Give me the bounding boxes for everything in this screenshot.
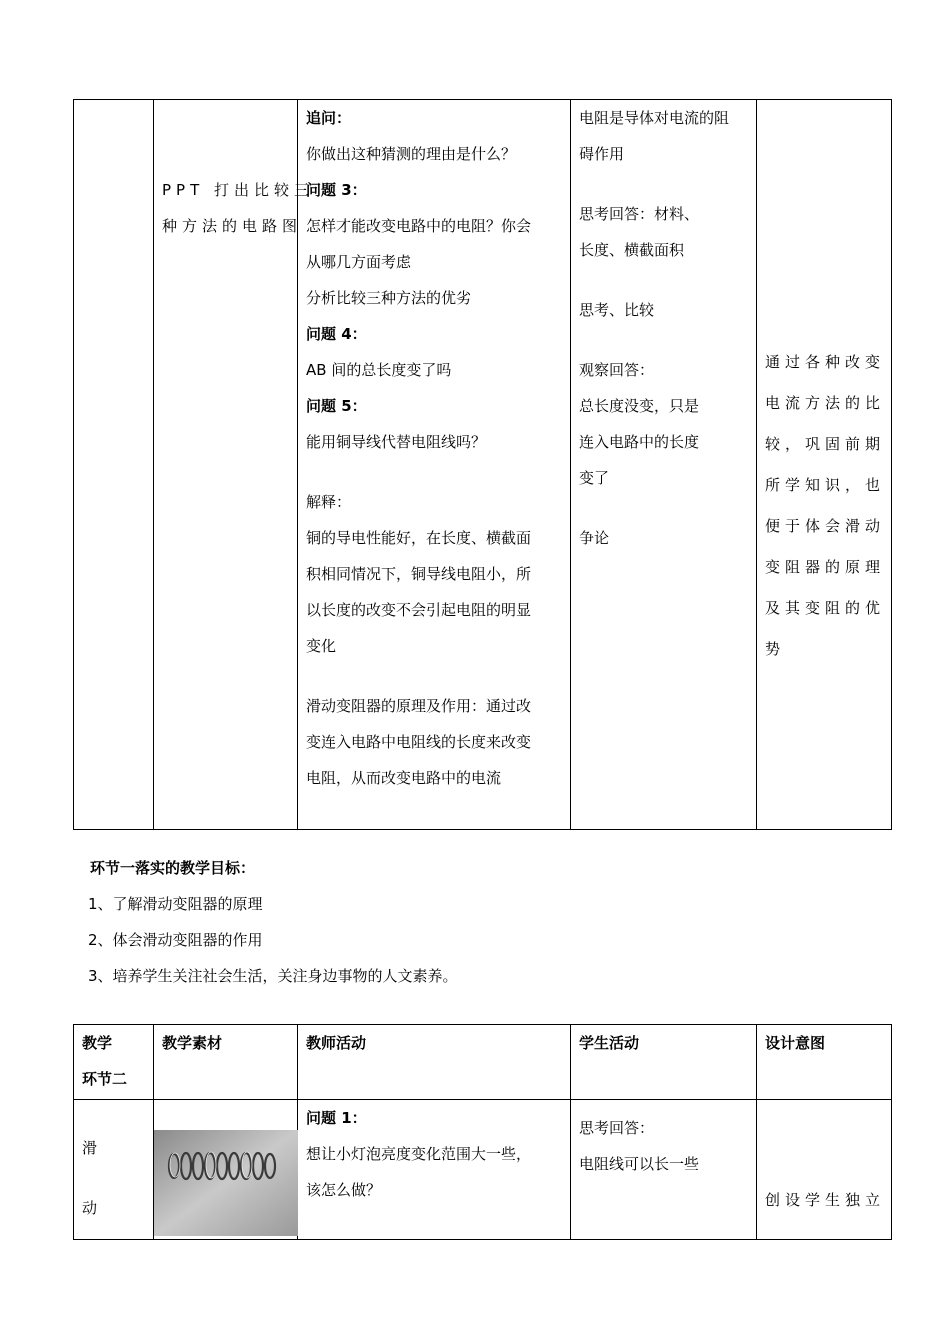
header-intent-label: 设计意图	[765, 1034, 826, 1052]
student-line: 思考回答：材料、	[579, 205, 700, 223]
explanation-line: 以长度的改变不会引起电阻的明显	[306, 601, 532, 619]
teacher-line: 分析比较三种方法的优劣	[306, 289, 472, 307]
teacher-line: 想让小灯泡亮度变化范围大一些，	[306, 1145, 532, 1163]
objective-item: 1、了解滑动变阻器的原理	[88, 895, 263, 913]
design-intent-cell	[757, 100, 892, 830]
teacher-line: 从哪几方面考虑	[306, 253, 412, 271]
teacher-activity-cell	[298, 100, 571, 830]
header-stage-line2: 环节二	[82, 1070, 128, 1088]
student-line: 变了	[579, 469, 610, 487]
explanation-line: 积相同情况下，铜导线电阻小，所	[306, 565, 532, 583]
design-intent-cell	[757, 1100, 892, 1240]
question-1-label: 问题 1：	[306, 1109, 367, 1127]
student-line: 总长度没变，只是	[579, 397, 700, 415]
intent-line: 便于体会滑动	[765, 517, 886, 535]
intent-line: 及其变阻的优	[765, 599, 886, 617]
question-3-label: 问题 3：	[306, 181, 367, 199]
student-line: 碍作用	[579, 145, 625, 163]
spring-photo	[154, 1130, 298, 1236]
student-line: 连入电路中的长度	[579, 433, 700, 451]
header-material	[154, 1025, 298, 1100]
teacher-line: 能用铜导线代替电阻线吗？	[306, 433, 487, 451]
material-cell	[154, 100, 315, 830]
intent-line: 创设学生独立	[765, 1191, 886, 1209]
intent-line: 变阻器的原理	[765, 558, 886, 576]
stage-cell	[74, 1100, 154, 1240]
teacher-activity-cell	[298, 1100, 571, 1240]
material-cell	[154, 1100, 298, 1240]
teacher-line: 该怎么做？	[306, 1181, 382, 1199]
principle-line: 电阻，从而改变电路中的电流	[306, 769, 502, 787]
student-activity-cell	[571, 1100, 757, 1240]
teacher-line: 怎样才能改变电路中的电阻？你会	[306, 217, 532, 235]
question-5-label: 问题 5：	[306, 397, 367, 415]
student-line: 争论	[579, 529, 610, 547]
header-stage-line1: 教学	[82, 1034, 113, 1052]
material-line: PPT 打出比较三	[162, 181, 315, 199]
lesson-table-section-two	[73, 1024, 892, 1240]
student-line: 长度、横截面积	[579, 241, 685, 259]
student-line: 电阻线可以长一些	[579, 1155, 700, 1173]
header-teacher-label: 教师活动	[306, 1034, 367, 1052]
header-stage	[74, 1025, 154, 1100]
explanation-line: 变化	[306, 637, 337, 655]
student-line: 电阻是导体对电流的阻	[579, 109, 730, 127]
header-material-label: 教学素材	[162, 1034, 223, 1052]
material-line: 种方法的电路图	[162, 217, 303, 235]
objective-item: 3、培养学生关注社会生活，关注身边事物的人文素养。	[88, 967, 458, 985]
intent-line: 通过各种改变	[765, 353, 886, 371]
principle-line: 滑动变阻器的原理及作用：通过改	[306, 697, 532, 715]
question-4-label: 问题 4：	[306, 325, 367, 343]
explanation-label: 解释：	[306, 493, 352, 511]
stage-char: 动	[82, 1199, 98, 1217]
intent-line: 较，巩固前期	[765, 435, 886, 453]
followup-question-label: 追问：	[306, 109, 352, 127]
student-line: 思考、比较	[579, 301, 655, 319]
intent-line: 势	[765, 640, 786, 658]
header-teacher	[298, 1025, 571, 1100]
intent-line: 所学知识，也	[765, 476, 886, 494]
header-intent	[757, 1025, 892, 1100]
explanation-line: 铜的导电性能好，在长度、横截面	[306, 529, 532, 547]
header-student-label: 学生活动	[579, 1034, 640, 1052]
student-line: 思考回答：	[579, 1119, 655, 1137]
teacher-line: AB 间的总长度变了吗	[306, 361, 452, 379]
intent-line: 电流方法的比	[765, 394, 886, 412]
teacher-line: 你做出这种猜测的理由是什么？	[306, 145, 517, 163]
objectives-section	[90, 850, 458, 994]
student-activity-cell	[571, 100, 757, 830]
objective-item: 2、体会滑动变阻器的作用	[88, 931, 263, 949]
student-line: 观察回答：	[579, 361, 655, 379]
lesson-table-continued	[73, 99, 892, 830]
header-student	[571, 1025, 757, 1100]
stage-cell	[74, 100, 154, 830]
objectives-heading: 环节一落实的教学目标：	[90, 859, 256, 877]
stage-char: 滑	[82, 1139, 98, 1157]
principle-line: 变连入电路中电阻线的长度来改变	[306, 733, 532, 751]
